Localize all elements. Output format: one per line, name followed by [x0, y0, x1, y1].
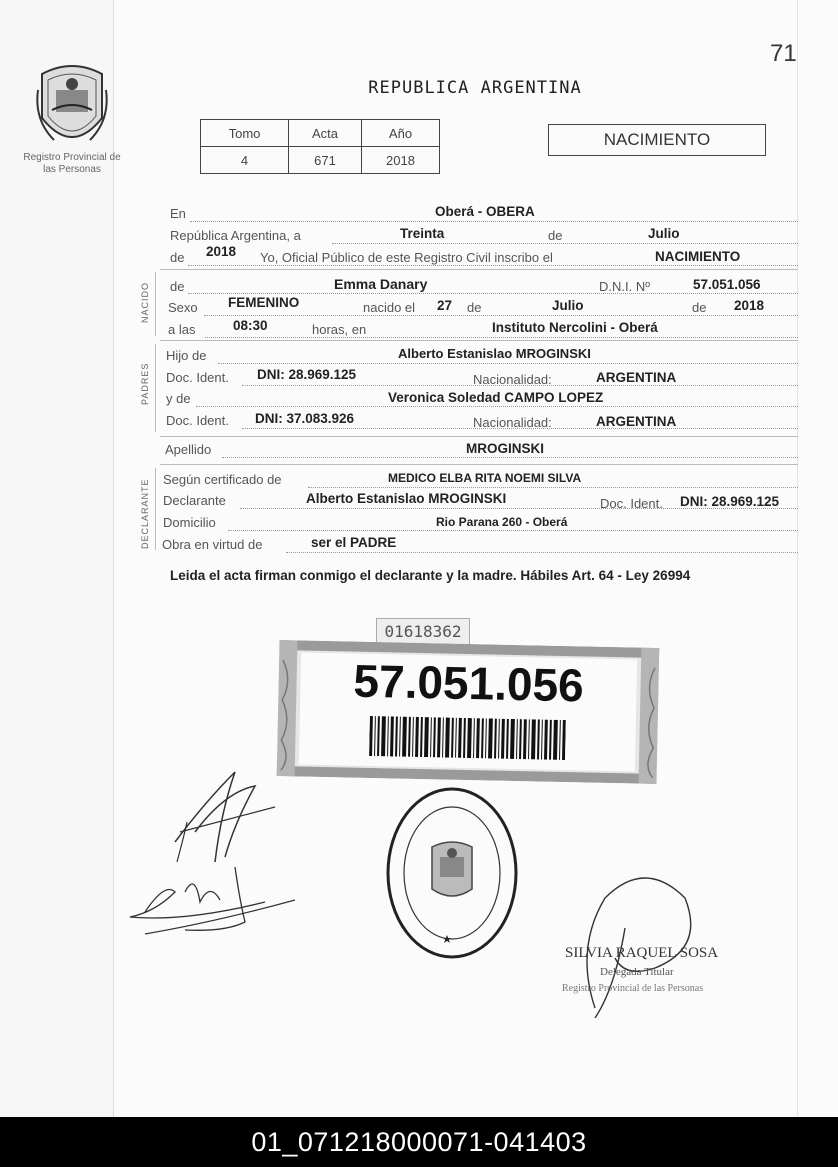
- mother-signature-icon: [125, 862, 305, 942]
- label-horas-en: horas, en: [312, 322, 367, 337]
- registry-header-acta: Acta: [289, 120, 362, 147]
- officer-signature-icon: [565, 868, 705, 1018]
- barcode-icon: [369, 716, 566, 760]
- label-madre-nacionalidad: Nacionalidad:: [473, 415, 552, 430]
- value-madre: Veronica Soledad CAMPO LOPEZ: [388, 390, 604, 405]
- bracket-nacido: [155, 272, 156, 336]
- closing-statement: Leida el acta firman conmigo el declarante y la madre. Hábiles Art. 64 - Ley 26994: [170, 568, 691, 583]
- label-de-5: de: [692, 300, 707, 315]
- value-madre-nacionalidad: ARGENTINA: [596, 414, 677, 429]
- label-sexo: Sexo: [168, 300, 198, 315]
- value-declarante-doc: DNI: 28.969.125: [680, 494, 780, 509]
- label-padre-doc: Doc. Ident.: [166, 370, 229, 385]
- label-nacido-el: nacido el: [363, 300, 416, 315]
- value-padre-nacionalidad: ARGENTINA: [596, 370, 677, 385]
- value-certificado: MEDICO ELBA RITA NOEMI SILVA: [388, 471, 582, 485]
- label-y-de: y de: [166, 391, 191, 406]
- label-de-3: de: [170, 279, 185, 294]
- label-obra: Obra en virtud de: [162, 537, 263, 552]
- label-segun: Según certificado de: [163, 472, 282, 487]
- label-domicilio: Domicilio: [163, 515, 216, 530]
- label-apellido: Apellido: [165, 442, 212, 457]
- value-mes: Julio: [648, 226, 680, 241]
- signatory-organization: Registro Provincial de las Personas: [562, 983, 704, 994]
- value-inscribo: NACIMIENTO: [655, 249, 741, 264]
- label-padre-nacionalidad: Nacionalidad:: [473, 372, 552, 387]
- separator-padres: [160, 340, 798, 341]
- label-de-4: de: [467, 300, 482, 315]
- registry-acta: 671: [289, 147, 362, 174]
- value-dia: Treinta: [400, 226, 445, 241]
- bracket-declarante: [155, 468, 156, 550]
- bracket-padres: [155, 344, 156, 432]
- value-nombre: Emma Danary: [334, 276, 428, 292]
- label-yo: Yo, Oficial Público de este Registro Civil inscribo el: [260, 250, 553, 265]
- province-crest-icon: [34, 60, 110, 152]
- separator-declarante: [160, 464, 798, 465]
- value-apellido: MROGINSKI: [466, 441, 545, 456]
- value-madre-doc: DNI: 37.083.926: [255, 411, 355, 426]
- label-dni: D.N.I. Nº: [599, 279, 650, 294]
- registry-anio: 2018: [362, 147, 440, 174]
- label-republica: República Argentina, a: [170, 228, 301, 243]
- value-lugar-nac: Instituto Nercolini - Oberá: [492, 320, 658, 335]
- registry-table: [200, 119, 440, 174]
- signatory-role: Delegada Titular: [600, 966, 674, 978]
- signatory-name: SILVIA RAQUEL SOSA: [565, 945, 719, 961]
- value-anio-nac: 2018: [734, 298, 765, 313]
- page-number: 71: [770, 40, 797, 67]
- label-madre-doc: Doc. Ident.: [166, 413, 229, 428]
- value-lugar: Oberá - OBERA: [435, 204, 535, 219]
- value-sexo: FEMENINO: [228, 295, 300, 310]
- value-declarante: Alberto Estanislao MROGINSKI: [306, 491, 507, 506]
- value-dia-nac: 27: [437, 298, 453, 313]
- document-title: REPUBLICA ARGENTINA: [368, 78, 582, 98]
- label-en: En: [170, 206, 186, 221]
- value-anio: 2018: [206, 244, 237, 259]
- separator-nacido: [160, 269, 798, 270]
- page-edge: [797, 0, 798, 1117]
- registry-header-anio: Año: [362, 120, 440, 147]
- dni-sticker: [277, 640, 660, 784]
- registry-header-tomo: Tomo: [201, 120, 289, 147]
- label-de-2: de: [170, 250, 185, 265]
- label-hijo-de: Hijo de: [166, 348, 207, 363]
- sticker-dni-number: 57.051.056: [352, 654, 585, 712]
- label-declarante-doc: Doc. Ident.: [600, 496, 663, 511]
- label-a-las: a las: [168, 322, 196, 337]
- value-obra: ser el PADRE: [311, 535, 397, 550]
- control-number: 01618362: [376, 618, 470, 646]
- label-declarante: Declarante: [163, 493, 226, 508]
- value-mes-nac: Julio: [552, 298, 584, 313]
- value-dni: 57.051.056: [693, 277, 761, 292]
- registry-tomo: 4: [201, 147, 289, 174]
- registry-seal-icon: [384, 785, 520, 961]
- value-domicilio: Rio Parana 260 - Oberá: [436, 515, 568, 529]
- scan-footer-code: 01_071218000071-041403: [0, 1117, 838, 1167]
- value-padre: Alberto Estanislao MROGINSKI: [398, 346, 591, 361]
- section-label-declarante: DECLARANTE: [140, 478, 150, 549]
- organization-name: Registro Provincial de las Personas: [23, 152, 121, 175]
- separator-apellido: [160, 436, 798, 437]
- act-type-box: NACIMIENTO: [548, 124, 766, 156]
- label-de-1: de: [548, 228, 563, 243]
- section-label-padres: PADRES: [140, 362, 150, 405]
- value-padre-doc: DNI: 28.969.125: [257, 367, 357, 382]
- section-label-nacido: NACIDO: [140, 281, 150, 323]
- value-hora: 08:30: [233, 318, 268, 333]
